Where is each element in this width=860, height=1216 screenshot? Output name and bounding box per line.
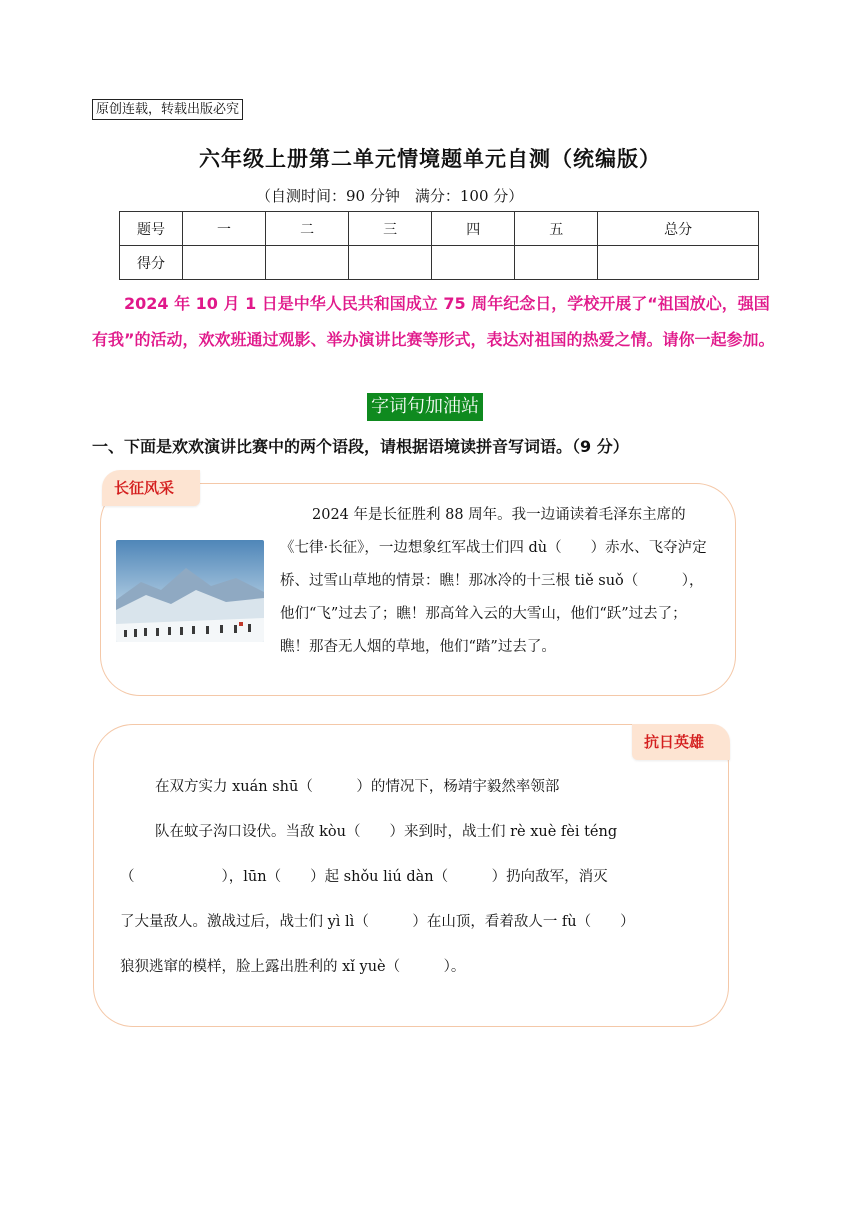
question-1-prompt: 一、下面是欢欢演讲比赛中的两个语段，请根据语境读拼音写词语。（9 分） [92, 437, 629, 456]
score-header-2: 二 [266, 212, 349, 246]
score-row-label: 得分 [120, 246, 183, 280]
copyright-notice: 原创连载，转载出版必究 [92, 99, 243, 120]
page-subtitle: （自测时间：90 分钟 满分：100 分） [256, 187, 524, 205]
score-table-header-row [120, 212, 759, 246]
passage-2-line-2: 队在蚊子沟口设伏。当敌 kòu（ ）来到时，战士们 rè xuè fèi téng [155, 824, 618, 840]
score-header-total: 总分 [598, 212, 759, 246]
score-cell-total[interactable] [598, 246, 759, 280]
score-cell-5[interactable] [515, 246, 598, 280]
passage-2-line-1: 在双方实力 xuán shū（ ）的情况下，杨靖宇毅然率领部 [155, 779, 560, 795]
score-header-5: 五 [515, 212, 598, 246]
score-header-4: 四 [432, 212, 515, 246]
passage-1-text: 2024 年是长征胜利 88 周年。我一边诵读着毛泽东主席的《七律·长征》，一边想象红军战士们四 dù（ ）赤水、飞夺泸定桥、过雪山草地的情景：瞧！那冰冷的十三根 tiě suǒ（ ），他们“飞”过去了；瞧！那高耸入云的大雪山，他们“跃”过去了；瞧！那杳无人烟的草地，他们“踏”过去了。 [280, 507, 707, 655]
page-title: 六年级上册第二单元情境题单元自测（统编版） [199, 147, 661, 171]
score-table [119, 211, 759, 280]
passage-2-line-3: （ ），lūn（ ）起 shǒu liú dàn（ ）扔向敌军，消灭 [120, 869, 608, 885]
score-cell-1[interactable] [183, 246, 266, 280]
score-cell-3[interactable] [349, 246, 432, 280]
passage-2-line-5: 狼狈逃窜的模样，脸上露出胜利的 xǐ yuè（ ）。 [120, 959, 466, 975]
intro-paragraph: 2024 年 10 月 1 日是中华人民共和国成立 75 周年纪念日，学校开展了“祖国放心，强国有我”的活动，欢欢班通过观影、举办演讲比赛等形式，表达对祖国的热爱之情。请你一起参加。 [92, 294, 775, 349]
score-table-score-row [120, 246, 759, 280]
photo-illustration [116, 540, 264, 642]
passage-1-tag: 长征风采 [102, 470, 200, 506]
score-header-label: 题号 [120, 212, 183, 246]
snow-mountain-march-photo [116, 540, 264, 642]
score-cell-2[interactable] [266, 246, 349, 280]
passage-2-tag: 抗日英雄 [632, 724, 730, 760]
score-header-3: 三 [349, 212, 432, 246]
score-header-1: 一 [183, 212, 266, 246]
passage-2-line-4: 了大量敌人。激战过后，战士们 yì lì（ ）在山顶，看着敌人一 fù（ ） [120, 914, 635, 930]
section-tag: 字词句加油站 [367, 393, 483, 421]
score-cell-4[interactable] [432, 246, 515, 280]
